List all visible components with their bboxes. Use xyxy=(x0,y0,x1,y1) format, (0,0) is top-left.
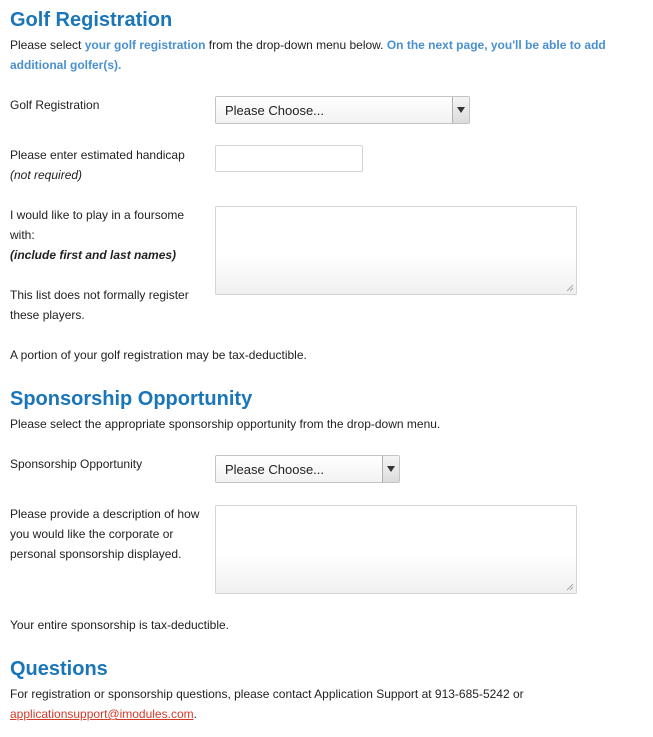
sponsorship-select-value: Please Choose... xyxy=(225,462,325,477)
foursome-label: I would like to play in a foursome with: xyxy=(10,208,185,242)
sponsorship-intro: Please select the appropriate sponsorship opportunity from the drop-down menu. xyxy=(10,417,441,431)
intro-text: Please select xyxy=(10,38,85,52)
golf-tax-note: A portion of your golf registration may be tax-deductible. xyxy=(10,348,307,362)
foursome-disclaimer: This list does not formally register these players. xyxy=(10,288,189,322)
sponsorship-opportunity-select[interactable] xyxy=(215,455,400,483)
sponsorship-description-label: Please provide a description of how you would like the corporate or personal sponsorship displayed. xyxy=(10,507,200,561)
chevron-down-icon[interactable] xyxy=(382,456,399,482)
resize-grip-icon[interactable] xyxy=(565,283,574,292)
questions-contact-text: For registration or sponsorship questions, please contact Application Support at 913-685-5242 or xyxy=(10,687,524,701)
golf-registration-heading: Golf Registration xyxy=(10,9,173,31)
golf-registration-select-value: Please Choose... xyxy=(225,103,325,118)
handicap-note: (not required) xyxy=(10,168,83,182)
golf-registration-intro xyxy=(10,35,630,75)
intro-highlight-next-page: On the next page, you'll be able to add additional golfer(s). xyxy=(10,38,606,72)
questions-contact xyxy=(10,684,640,724)
foursome-label-group xyxy=(10,205,205,325)
golf-registration-select[interactable] xyxy=(215,96,470,124)
questions-heading: Questions xyxy=(10,658,108,680)
chevron-down-icon[interactable] xyxy=(452,97,469,123)
foursome-note: (include first and last names) xyxy=(10,248,177,262)
sponsorship-tax-note: Your entire sponsorship is tax-deductible. xyxy=(10,618,230,632)
support-email-link[interactable]: applicationsupport@imodules.com xyxy=(10,707,194,721)
resize-grip-icon[interactable] xyxy=(565,582,574,591)
intro-highlight-registration: your golf registration xyxy=(84,38,206,52)
email-suffix: . xyxy=(193,707,197,721)
sponsorship-opportunity-label: Sponsorship Opportunity xyxy=(10,457,143,471)
handicap-label-group xyxy=(10,145,210,185)
handicap-label: Please enter estimated handicap xyxy=(10,148,185,162)
intro-text-continued: from the drop-down menu below. xyxy=(205,38,387,52)
foursome-textarea[interactable] xyxy=(215,206,577,295)
questions-email-line xyxy=(10,704,640,724)
golf-registration-label: Golf Registration xyxy=(10,98,100,112)
sponsorship-description-textarea[interactable] xyxy=(215,505,577,594)
handicap-input[interactable] xyxy=(215,145,363,172)
sponsorship-heading: Sponsorship Opportunity xyxy=(10,388,253,410)
